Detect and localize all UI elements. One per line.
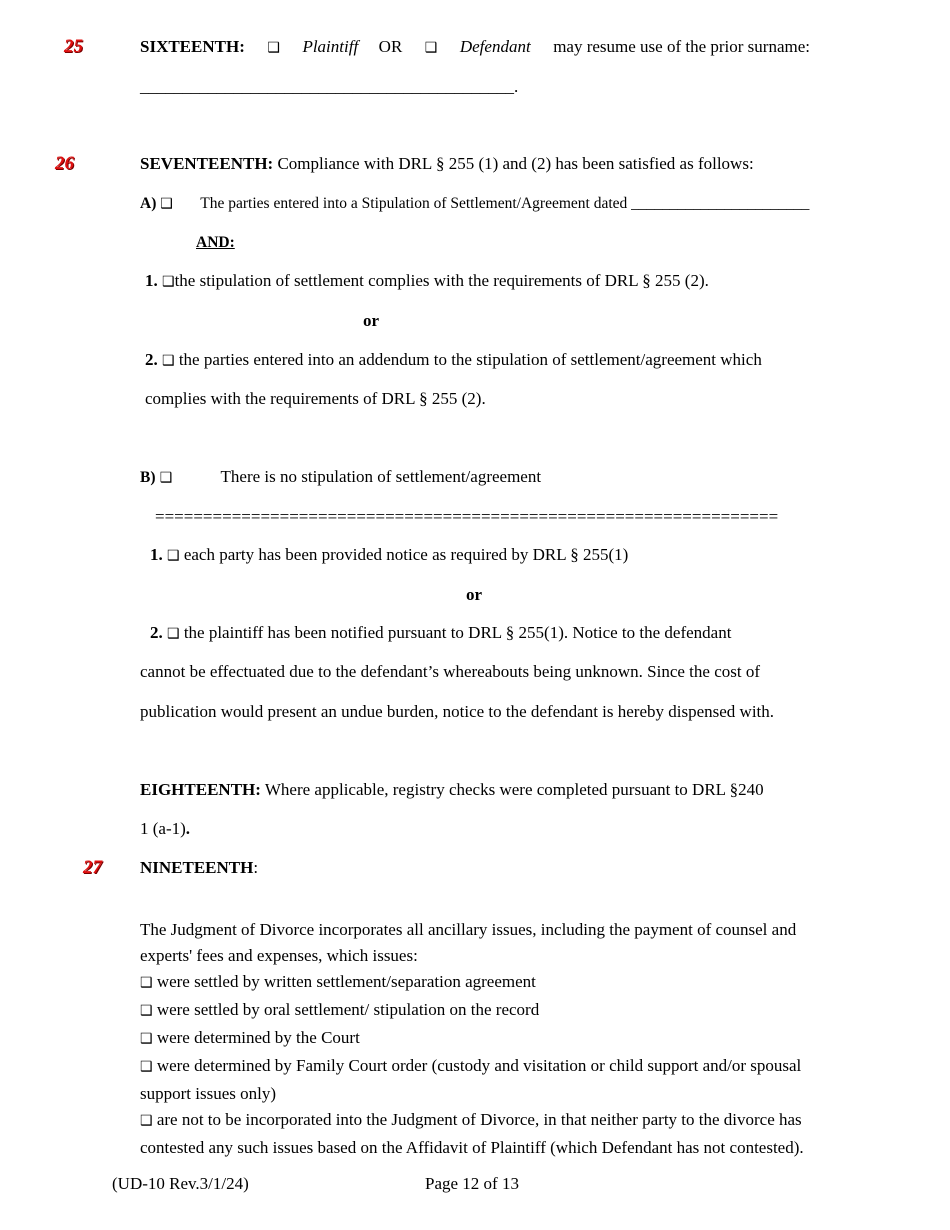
eighteenth-period: .: [185, 819, 191, 838]
option-a2-number: 2.: [145, 350, 158, 369]
option-a2-checkbox[interactable]: ❑: [162, 354, 175, 369]
eighteenth-paragraph: [140, 780, 764, 800]
nineteenth-option-2: [140, 997, 880, 1025]
prior-surname-blank[interactable]: ____________________________________________.: [140, 77, 519, 96]
seventeenth-paragraph: [140, 154, 754, 174]
sixteenth-heading: SIXTEENTH:: [140, 37, 245, 56]
and-label: AND:: [196, 234, 235, 251]
option-a-text[interactable]: The parties entered into a Stipulation of Settlement/Agreement dated _______________________: [200, 195, 810, 212]
eighteenth-text: Where applicable, registry checks were completed pursuant to DRL §240: [264, 780, 764, 799]
nineteenth-body: [140, 917, 880, 1161]
nineteenth-option-5-checkbox[interactable]: ❑: [140, 1114, 153, 1129]
option-b-row: [140, 467, 541, 489]
option-a1-text: the stipulation of settlement complies with the requirements of DRL § 255 (2).: [174, 271, 709, 290]
option-a-row: [140, 194, 809, 215]
nineteenth-option-5-text: are not to be incorporated into the Judgment of Divorce, in that neither party to the divorce has: [156, 1110, 802, 1129]
option-a1-row: [145, 271, 709, 293]
nineteenth-option-2-text: were settled by oral settlement/ stipulation on the record: [156, 1000, 540, 1019]
nineteenth-option-1-checkbox[interactable]: ❑: [140, 976, 153, 991]
seventeenth-heading: SEVENTEENTH:: [140, 154, 274, 173]
plaintiff-checkbox[interactable]: ❑: [267, 41, 280, 56]
nineteenth-option-4: [140, 1053, 880, 1081]
option-b1-checkbox[interactable]: ❑: [167, 549, 180, 564]
nineteenth-option-2-checkbox[interactable]: ❑: [140, 1004, 153, 1019]
sixteenth-paragraph: [140, 37, 810, 59]
nineteenth-option-1: [140, 969, 880, 997]
option-b1-text: each party has been provided notice as required by DRL § 255(1): [183, 545, 629, 564]
option-a2-row: [145, 350, 762, 372]
option-b1-number: 1.: [150, 545, 163, 564]
option-b1-row: [150, 545, 628, 567]
margin-marker-26: 26: [55, 153, 74, 174]
option-a-label: A): [140, 195, 157, 212]
option-b2-text-cont-2: publication would present an undue burden, notice to the defendant is hereby dispensed with.: [140, 702, 775, 721]
nineteenth-intro-1: The Judgment of Divorce incorporates all ancillary issues, including the payment of counsel and: [140, 920, 797, 939]
option-a1-number: 1.: [145, 271, 158, 290]
option-b2-text: the plaintiff has been notified pursuant to DRL § 255(1). Notice to the defendant: [183, 623, 732, 642]
margin-marker-27: 27: [83, 857, 102, 878]
nineteenth-heading-row: [140, 858, 258, 878]
sixteenth-text: may resume use of the prior surname:: [553, 37, 810, 56]
option-b-text: There is no stipulation of settlement/agreement: [220, 467, 542, 486]
option-b2-number: 2.: [150, 623, 163, 642]
eighteenth-text-cont: [140, 819, 190, 839]
or-label: OR: [378, 37, 403, 56]
option-a2-text-cont: complies with the requirements of DRL § 255 (2).: [145, 389, 486, 408]
eighteenth-heading: EIGHTEENTH:: [140, 780, 261, 799]
nineteenth-colon: :: [253, 858, 259, 877]
nineteenth-option-4-cont: support issues only): [140, 1084, 276, 1103]
nineteenth-heading: NINETEENTH: [140, 858, 254, 877]
option-b-checkbox[interactable]: ❑: [159, 471, 173, 486]
page-number: Page 12 of 13: [425, 1174, 519, 1193]
option-b2-checkbox[interactable]: ❑: [167, 627, 180, 642]
nineteenth-option-4-checkbox[interactable]: ❑: [140, 1060, 153, 1075]
or-separator-2: or: [466, 585, 483, 604]
nineteenth-option-3-text: were determined by the Court: [156, 1028, 360, 1047]
separator-line: =================================================================: [155, 507, 779, 526]
nineteenth-intro-2: experts' fees and expenses, which issues:: [140, 946, 418, 965]
nineteenth-option-3-checkbox[interactable]: ❑: [140, 1032, 153, 1047]
seventeenth-text: Compliance with DRL § 255 (1) and (2) has been satisfied as follows:: [277, 154, 754, 173]
option-b2-row: [150, 623, 731, 645]
margin-marker-25: 25: [64, 36, 83, 57]
nineteenth-option-5-cont: contested any such issues based on the Affidavit of Plaintiff (which Defendant has not contested).: [140, 1138, 804, 1157]
plaintiff-label: Plaintiff: [302, 37, 359, 56]
eighteenth-text-2: 1 (a-1): [140, 819, 186, 838]
form-number: (UD-10 Rev.3/1/24): [112, 1174, 249, 1193]
option-a-checkbox[interactable]: ❑: [160, 197, 173, 212]
nineteenth-option-5: [140, 1107, 880, 1135]
nineteenth-option-3: [140, 1025, 880, 1053]
option-b-label: B): [140, 469, 156, 486]
nineteenth-option-4-text: were determined by Family Court order (custody and visitation or child support and/or spousal: [156, 1056, 802, 1075]
option-b2-text-cont-1: cannot be effectuated due to the defendant’s whereabouts being unknown. Since the cost of: [140, 662, 760, 681]
nineteenth-option-1-text: were settled by written settlement/separation agreement: [156, 972, 536, 991]
option-a1-checkbox[interactable]: ❑: [162, 275, 175, 290]
defendant-checkbox[interactable]: ❑: [424, 41, 438, 56]
option-a2-text: the parties entered into an addendum to the stipulation of settlement/agreement which: [178, 350, 762, 369]
defendant-label: Defendant: [459, 37, 531, 56]
or-separator-1: or: [363, 311, 380, 330]
